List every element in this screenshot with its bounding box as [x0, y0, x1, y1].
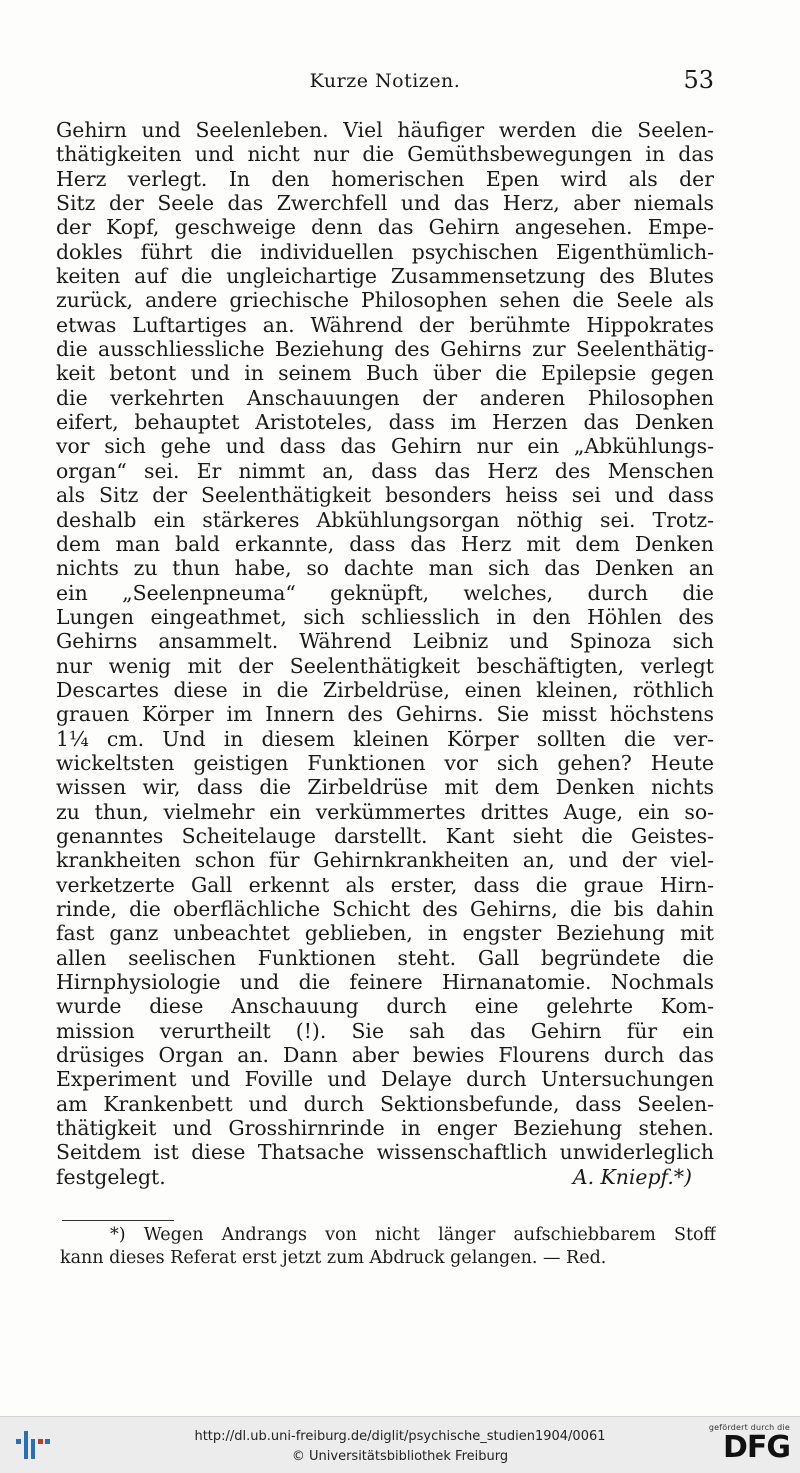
text-line: keiten auf die ungleichartige Zusammensetzung des Blutes	[56, 264, 714, 289]
dfg-mark: DFG	[722, 1430, 790, 1465]
text-line: Hirnphysiologie und die feinere Hirnanatomie. Nochmals	[56, 970, 714, 995]
text-line: mission verurtheilt (!). Sie sah das Gehirn für ein	[56, 1018, 714, 1043]
text-line: Lungen eingeathmet, sich schliesslich in den Höhlen des	[56, 604, 714, 629]
text-line: Gehirn und Seelenleben. Viel häufiger werden die Seelen-	[56, 118, 714, 142]
text-line: allen seelischen Funktionen steht. Gall begründete die	[56, 945, 714, 970]
text-line: 1¼ cm. Und in diesem kleinen Körper sollten die ver-	[56, 726, 714, 751]
text-line: genanntes Scheitelauge darstellt. Kant sieht die Geistes-	[56, 823, 714, 848]
author-signature: A. Kniepf.*)	[572, 1164, 692, 1189]
page-header	[56, 66, 714, 98]
closing-line	[56, 1165, 714, 1189]
text-line: deshalb ein stärkeres Abkühlungsorgan nöthig sei. Trotz-	[56, 507, 714, 532]
text-line: dokles führt die individuellen psychischen Eigenthümlich-	[56, 239, 714, 264]
closing-text: festgelegt.	[56, 1164, 166, 1189]
footnote-rule	[62, 1220, 174, 1221]
text-line: organ“ sei. Er nimmt an, dass das Herz des Menschen	[56, 458, 714, 483]
text-line: verketzerte Gall erkennt als erster, dass die graue Hirn-	[56, 872, 714, 897]
text-line: Descartes diese in die Zirbeldrüse, einen kleinen, röthlich	[56, 677, 714, 702]
viewer-footer	[0, 1416, 800, 1473]
text-line: wissen wir, dass die Zirbeldrüse mit dem Denken nichts	[56, 775, 714, 800]
text-line: Experiment und Foville und Delaye durch Untersuchungen	[56, 1067, 714, 1092]
text-line: drüsiges Organ an. Dann aber bewies Flourens durch das	[56, 1043, 714, 1068]
text-line: Seitdem ist diese Thatsache wissenschaftlich unwiderleglich	[56, 1140, 714, 1165]
dfg-logo	[704, 1423, 790, 1469]
text-line: nichts zu thun habe, so dachte man sich das Denken an	[56, 556, 714, 581]
text-line: zu thun, vielmehr ein verkümmertes drittes Auge, ein so-	[56, 799, 714, 824]
footnote-line: *) Wegen Andrangs von nicht länger aufschiebbarem Stoff	[110, 1225, 716, 1245]
text-line: Herz verlegt. In den homerischen Epen wird als der	[56, 166, 714, 191]
text-line: als Sitz der Seelenthätigkeit besonders heiss sei und dass	[56, 483, 714, 508]
dfg-caption: gefördert durch die	[708, 1423, 790, 1432]
text-line: nur wenig mit der Seelenthätigkeit beschäftigten, verlegt	[56, 653, 714, 678]
text-line: die verkehrten Anschauungen der anderen Philosophen	[56, 385, 714, 410]
permalink[interactable]: http://dl.ub.uni-freiburg.de/diglit/psychische_studien1904/0061	[194, 1429, 606, 1444]
text-line: fast ganz unbeachtet geblieben, in engster Beziehung mit	[56, 921, 714, 946]
body-text	[56, 118, 714, 1189]
text-line: ein „Seelenpneuma“ geknüpft, welches, durch die	[56, 580, 714, 605]
text-line: die ausschliessliche Beziehung des Gehirns zur Seelenthätig-	[56, 337, 714, 362]
page-number: 53	[683, 66, 714, 94]
text-line: krankheiten schon für Gehirnkrankheiten an, und der viel-	[56, 848, 714, 873]
text-line: wurde diese Anschauung durch eine gelehrte Kom-	[56, 994, 714, 1019]
text-line: der Kopf, geschweige denn das Gehirn angesehen. Empe-	[56, 215, 714, 240]
footnote-line: kann dieses Referat erst jetzt zum Abdruck gelangen. — Red.	[60, 1248, 607, 1268]
copyright-notice: © Universitätsbibliothek Freiburg	[291, 1449, 509, 1464]
text-line: am Krankenbett und durch Sektionsbefunde, dass Seelen-	[56, 1091, 714, 1116]
text-line: keit betont und in seinem Buch über die Epilepsie gegen	[56, 361, 714, 386]
text-line: zurück, andere griechische Philosophen sehen die Seele als	[56, 288, 714, 313]
text-line: wickeltsten geistigen Funktionen vor sich gehen? Heute	[56, 750, 714, 775]
text-line: dem man bald erkannte, dass das Herz mit dem Denken	[56, 531, 714, 556]
text-line: grauen Körper im Innern des Gehirns. Sie misst höchstens	[56, 702, 714, 727]
text-line: rinde, die oberflächliche Schicht des Gehirns, die bis dahin	[56, 897, 714, 921]
text-line: Sitz der Seele das Zwerchfell und das Herz, aber niemals	[56, 191, 714, 216]
text-line: thätigkeit und Grosshirnrinde in enger Beziehung stehen.	[56, 1116, 714, 1141]
text-line: thätigkeiten und nicht nur die Gemüthsbewegungen in das	[56, 142, 714, 167]
footnote	[60, 1224, 716, 1270]
text-line: eifert, behauptet Aristoteles, dass im Herzen das Denken	[56, 410, 714, 435]
text-line: Gehirns ansammelt. Während Leibniz und Spinoza sich	[56, 629, 714, 654]
text-line: vor sich gehe und dass das Gehirn nur ein „Abkühlungs-	[56, 434, 714, 459]
text-line: etwas Luftartiges an. Während der berühmte Hippokrates	[56, 312, 714, 337]
running-title: Kurze Notizen.	[309, 70, 461, 92]
